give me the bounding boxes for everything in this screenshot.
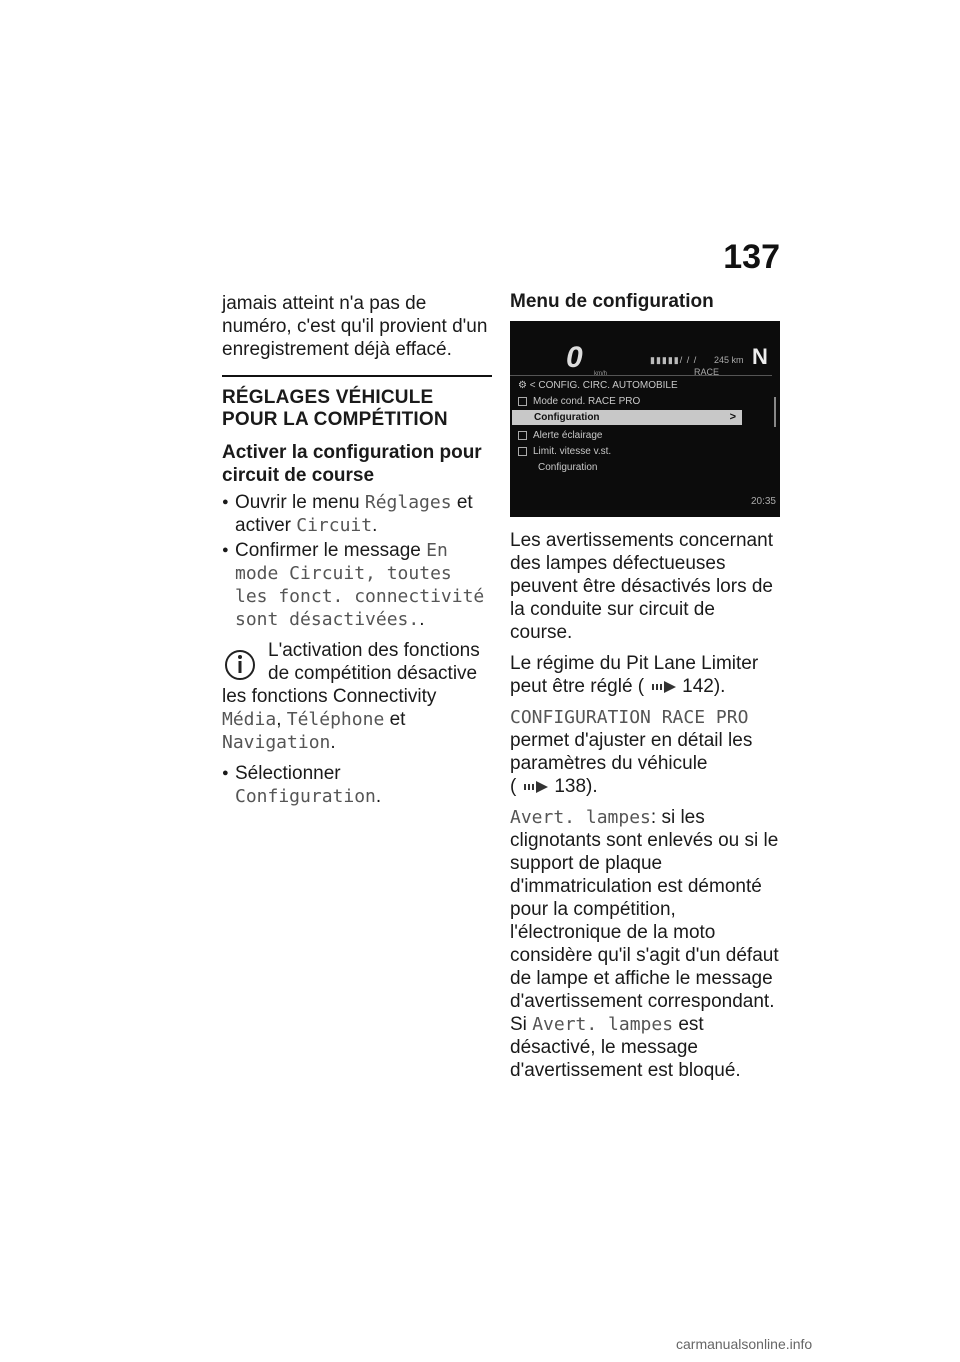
step-item <box>222 539 492 631</box>
note-text: L'activation des fonctions de compétition désactive les fonctions Connectivity <box>222 640 480 707</box>
note-text: , <box>276 709 287 730</box>
section-rule <box>222 375 492 377</box>
paragraph: CONFIGURATION RACE PRO permet d'ajuster en détail les paramètres du véhicule ( 138). <box>510 707 753 797</box>
menu-row <box>518 394 750 409</box>
note-text: et <box>384 709 406 730</box>
menu-term: Avert. lampes <box>510 807 651 828</box>
speed-value: 0 <box>566 341 582 374</box>
fuel-bar: ▮▮▮▮▮/ / / <box>650 355 698 365</box>
menu-term: En mode Circuit, toutes les fonct. connectivité sont désactivées. <box>235 540 485 630</box>
menu-row-selected <box>512 410 742 425</box>
right-column <box>510 290 782 1090</box>
paragraph-text: permet d'ajuster en détail les paramètres du véhicule <box>510 730 753 774</box>
subsection-title: Activer la configuration pour circuit de course <box>222 442 482 486</box>
page-reference-arrow-icon <box>650 680 680 694</box>
menu-row <box>518 428 750 443</box>
page-reference: 142). <box>682 676 726 697</box>
intro-paragraph: jamais atteint n'a pas de numéro, c'est qu'il provient d'un enregistrement déjà effacé. <box>222 293 488 360</box>
step-text: . <box>375 786 382 807</box>
menu-term: Réglages <box>364 492 452 513</box>
race-mode-label: RACE <box>694 367 720 377</box>
paragraph-text: est désactivé, le message d'avertissement est bloqué. <box>510 1014 741 1081</box>
step-text: Ouvrir le menu <box>235 492 365 513</box>
menu-row-label: Mode cond. RACE PRO <box>533 396 641 407</box>
menu-row-label: Limit. vitesse v.st. <box>533 446 612 457</box>
menu-row-label: Configuration <box>538 462 598 473</box>
page-reference: 138). <box>554 776 598 797</box>
menu-row-label: Configuration <box>534 412 600 423</box>
menu-term: Navigation <box>222 732 331 753</box>
range-readout: 245 km <box>714 355 744 365</box>
menu-term: Avert. lampes <box>532 1014 674 1035</box>
gear-icon: ⚙ <box>518 380 530 391</box>
menu-header-row <box>518 378 750 393</box>
menu-term: Configuration <box>235 786 376 807</box>
step-text: . <box>419 609 425 630</box>
watermark: carmanualsonline.info <box>676 1336 813 1352</box>
info-icon <box>224 645 256 683</box>
page-reference-arrow-icon <box>522 780 552 794</box>
left-column <box>222 292 492 816</box>
step-text: . <box>372 515 378 536</box>
paragraph-text: Le régime du Pit Lane Limiter peut être réglé <box>510 653 759 697</box>
menu-row <box>518 444 750 459</box>
paragraph: Le régime du Pit Lane Limiter peut être réglé ( 142). <box>510 653 759 697</box>
menu-term: Circuit <box>296 515 373 536</box>
gear-indicator: N <box>752 344 768 369</box>
clock: 20:35 <box>750 496 776 507</box>
note-text: . <box>330 732 336 753</box>
chevron-right-icon: > <box>729 411 736 423</box>
step-text: et activer <box>235 492 473 536</box>
scrollbar <box>774 397 776 427</box>
speed-unit: km/h <box>594 371 608 377</box>
paragraph: Les avertissements concernant des lampes défectueuses peuvent être désactivés lors de la conduite sur circuit de course. <box>510 530 773 643</box>
step-list <box>222 491 492 631</box>
step-text: Sélectionner <box>235 763 341 784</box>
step-list <box>222 762 492 808</box>
section-title: RÉGLAGES VÉHICULE POUR LA COMPÉTITION <box>222 387 448 430</box>
paragraph-text: : si les clignotants sont enlevés ou si le support de plaque d'immatriculation est démonté pour la compétition, l'électronique de la moto considère qu'il s'agit d'un défaut de lampe et affiche le message d'avertissement correspondant. Si <box>510 807 779 1035</box>
step-item <box>222 491 492 537</box>
menu-header-label: < CONFIG. CIRC. AUTOMOBILE <box>529 380 678 391</box>
step-item <box>222 762 492 808</box>
paragraph <box>510 806 782 1082</box>
menu-row-label: Alerte éclairage <box>533 430 603 441</box>
checkbox-checked-icon <box>518 397 527 406</box>
menu-row <box>518 460 770 475</box>
menu-term: CONFIGURATION RACE PRO <box>510 707 749 728</box>
checkbox-icon <box>518 447 527 456</box>
checkbox-icon <box>518 431 527 440</box>
display-divider <box>510 375 772 376</box>
menu-term: Média <box>222 709 277 730</box>
info-note <box>222 639 492 754</box>
step-text: Confirmer le message <box>235 540 427 561</box>
menu-title: Menu de configuration <box>510 291 714 312</box>
tft-display-screenshot <box>510 321 780 517</box>
page-number: 137 <box>723 238 780 276</box>
menu-term: Téléphone <box>286 709 385 730</box>
